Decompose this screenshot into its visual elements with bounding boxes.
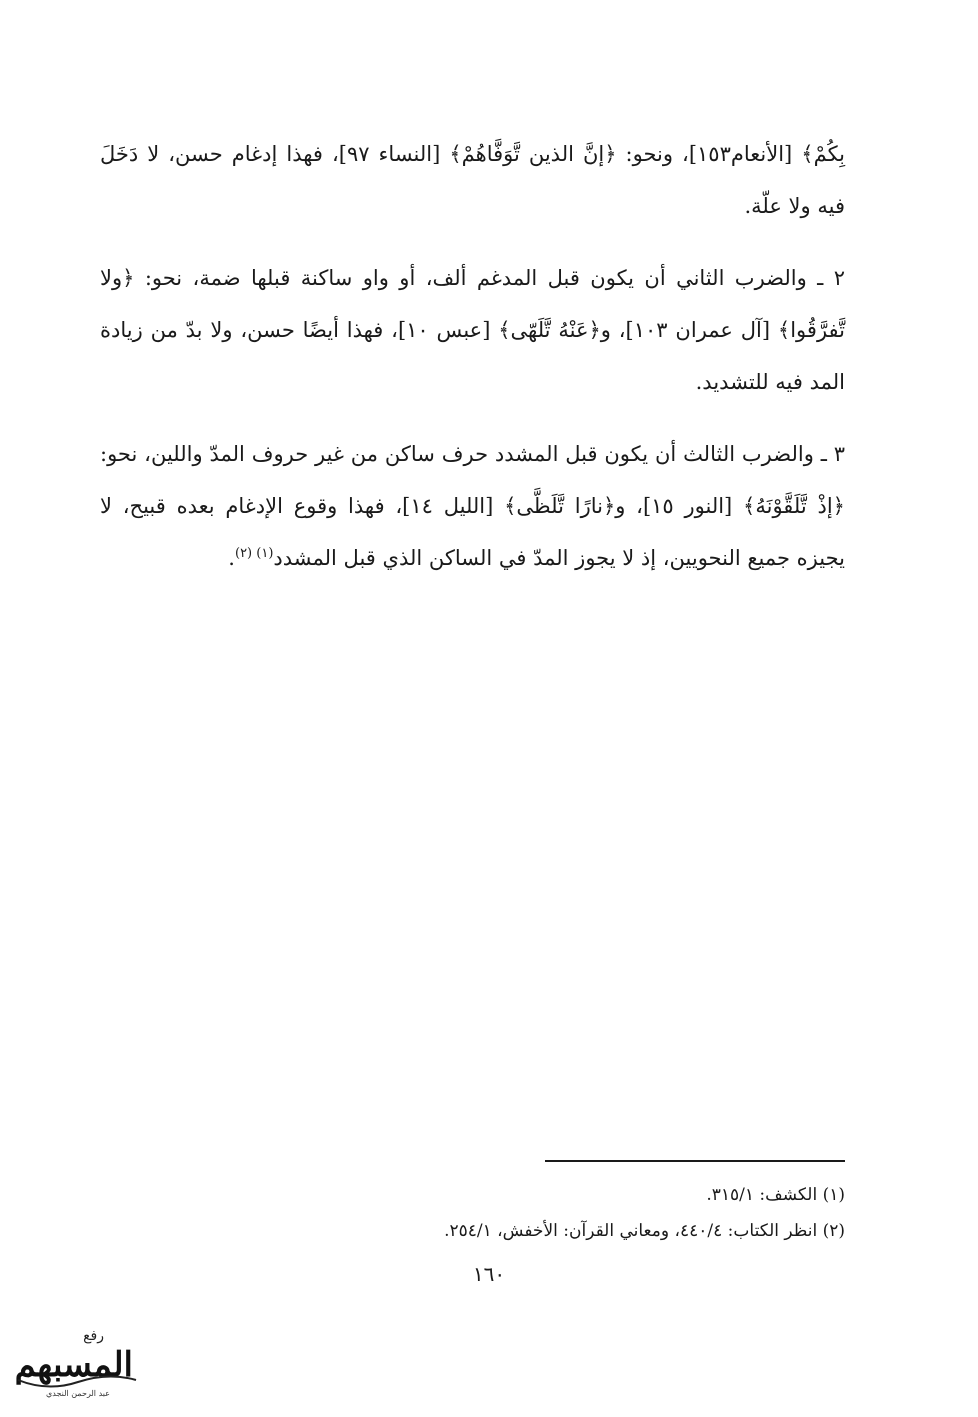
footnote-2: (٢) انظر الكتاب: ٤٤٠/٤، ومعاني القرآن: الأخفش، ٢٥٤/١. [444,1221,845,1241]
paragraph-2: ٢ ـ والضرب الثاني أن يكون قبل المدغم ألف، أو واو ساكنة قبلها ضمة، نحو: ﴿ولا تَّفرَّقُوا﴾ [آل عمران ١٠٣]، و﴿عَنْهُ تَّلَهّى﴾ [عبس ١٠]، فهذا أيضًا حسن، ولا بدّ من زيادة المد فيه للتشديد. [100,266,845,394]
paragraph-3-end: . [228,546,235,570]
footnote-separator [545,1160,845,1162]
footnote-markers: (١) (٢) [234,546,274,561]
footnotes [100,1177,845,1249]
stamp-top-word: رفع [83,1328,104,1344]
page-number: ١٦٠ [472,1262,506,1286]
stamp-calligraphy: المسبهم [14,1345,133,1385]
footnote-1: (١) الكشف: ٣١٥/١. [706,1185,845,1205]
paragraph-3 [100,428,845,584]
paragraph-3-text: ٣ ـ والضرب الثالث أن يكون قبل المشدد حرف ساكن من غير حروف المدّ واللين، نحو: ﴿إذْ تَّلَقَّوْنَهُ﴾ [النور ١٥]، و﴿نارًا تَّلَظَّى﴾ [الليل ١٤]، فهذا وقوع الإدغام بعده قبيح، لا يجيزه جميع النحويين، إذ لا يجوز المدّ في الساكن الذي قبل المشدد [100,442,845,570]
calligraphy-stamp-logo [8,1320,143,1402]
stamp-small-text: عبد الرحمن النجدي [46,1389,110,1398]
paragraph-1: بِكُمْ﴾ [الأنعام١٥٣]، ونحو: ﴿إنَّ الذين تَّوَفَّاهُمْ﴾ [النساء ٩٧]، فهذا إدغام حسن، لا دَخَلَ فيه ولا علّة. [100,142,846,218]
main-text [100,128,845,604]
